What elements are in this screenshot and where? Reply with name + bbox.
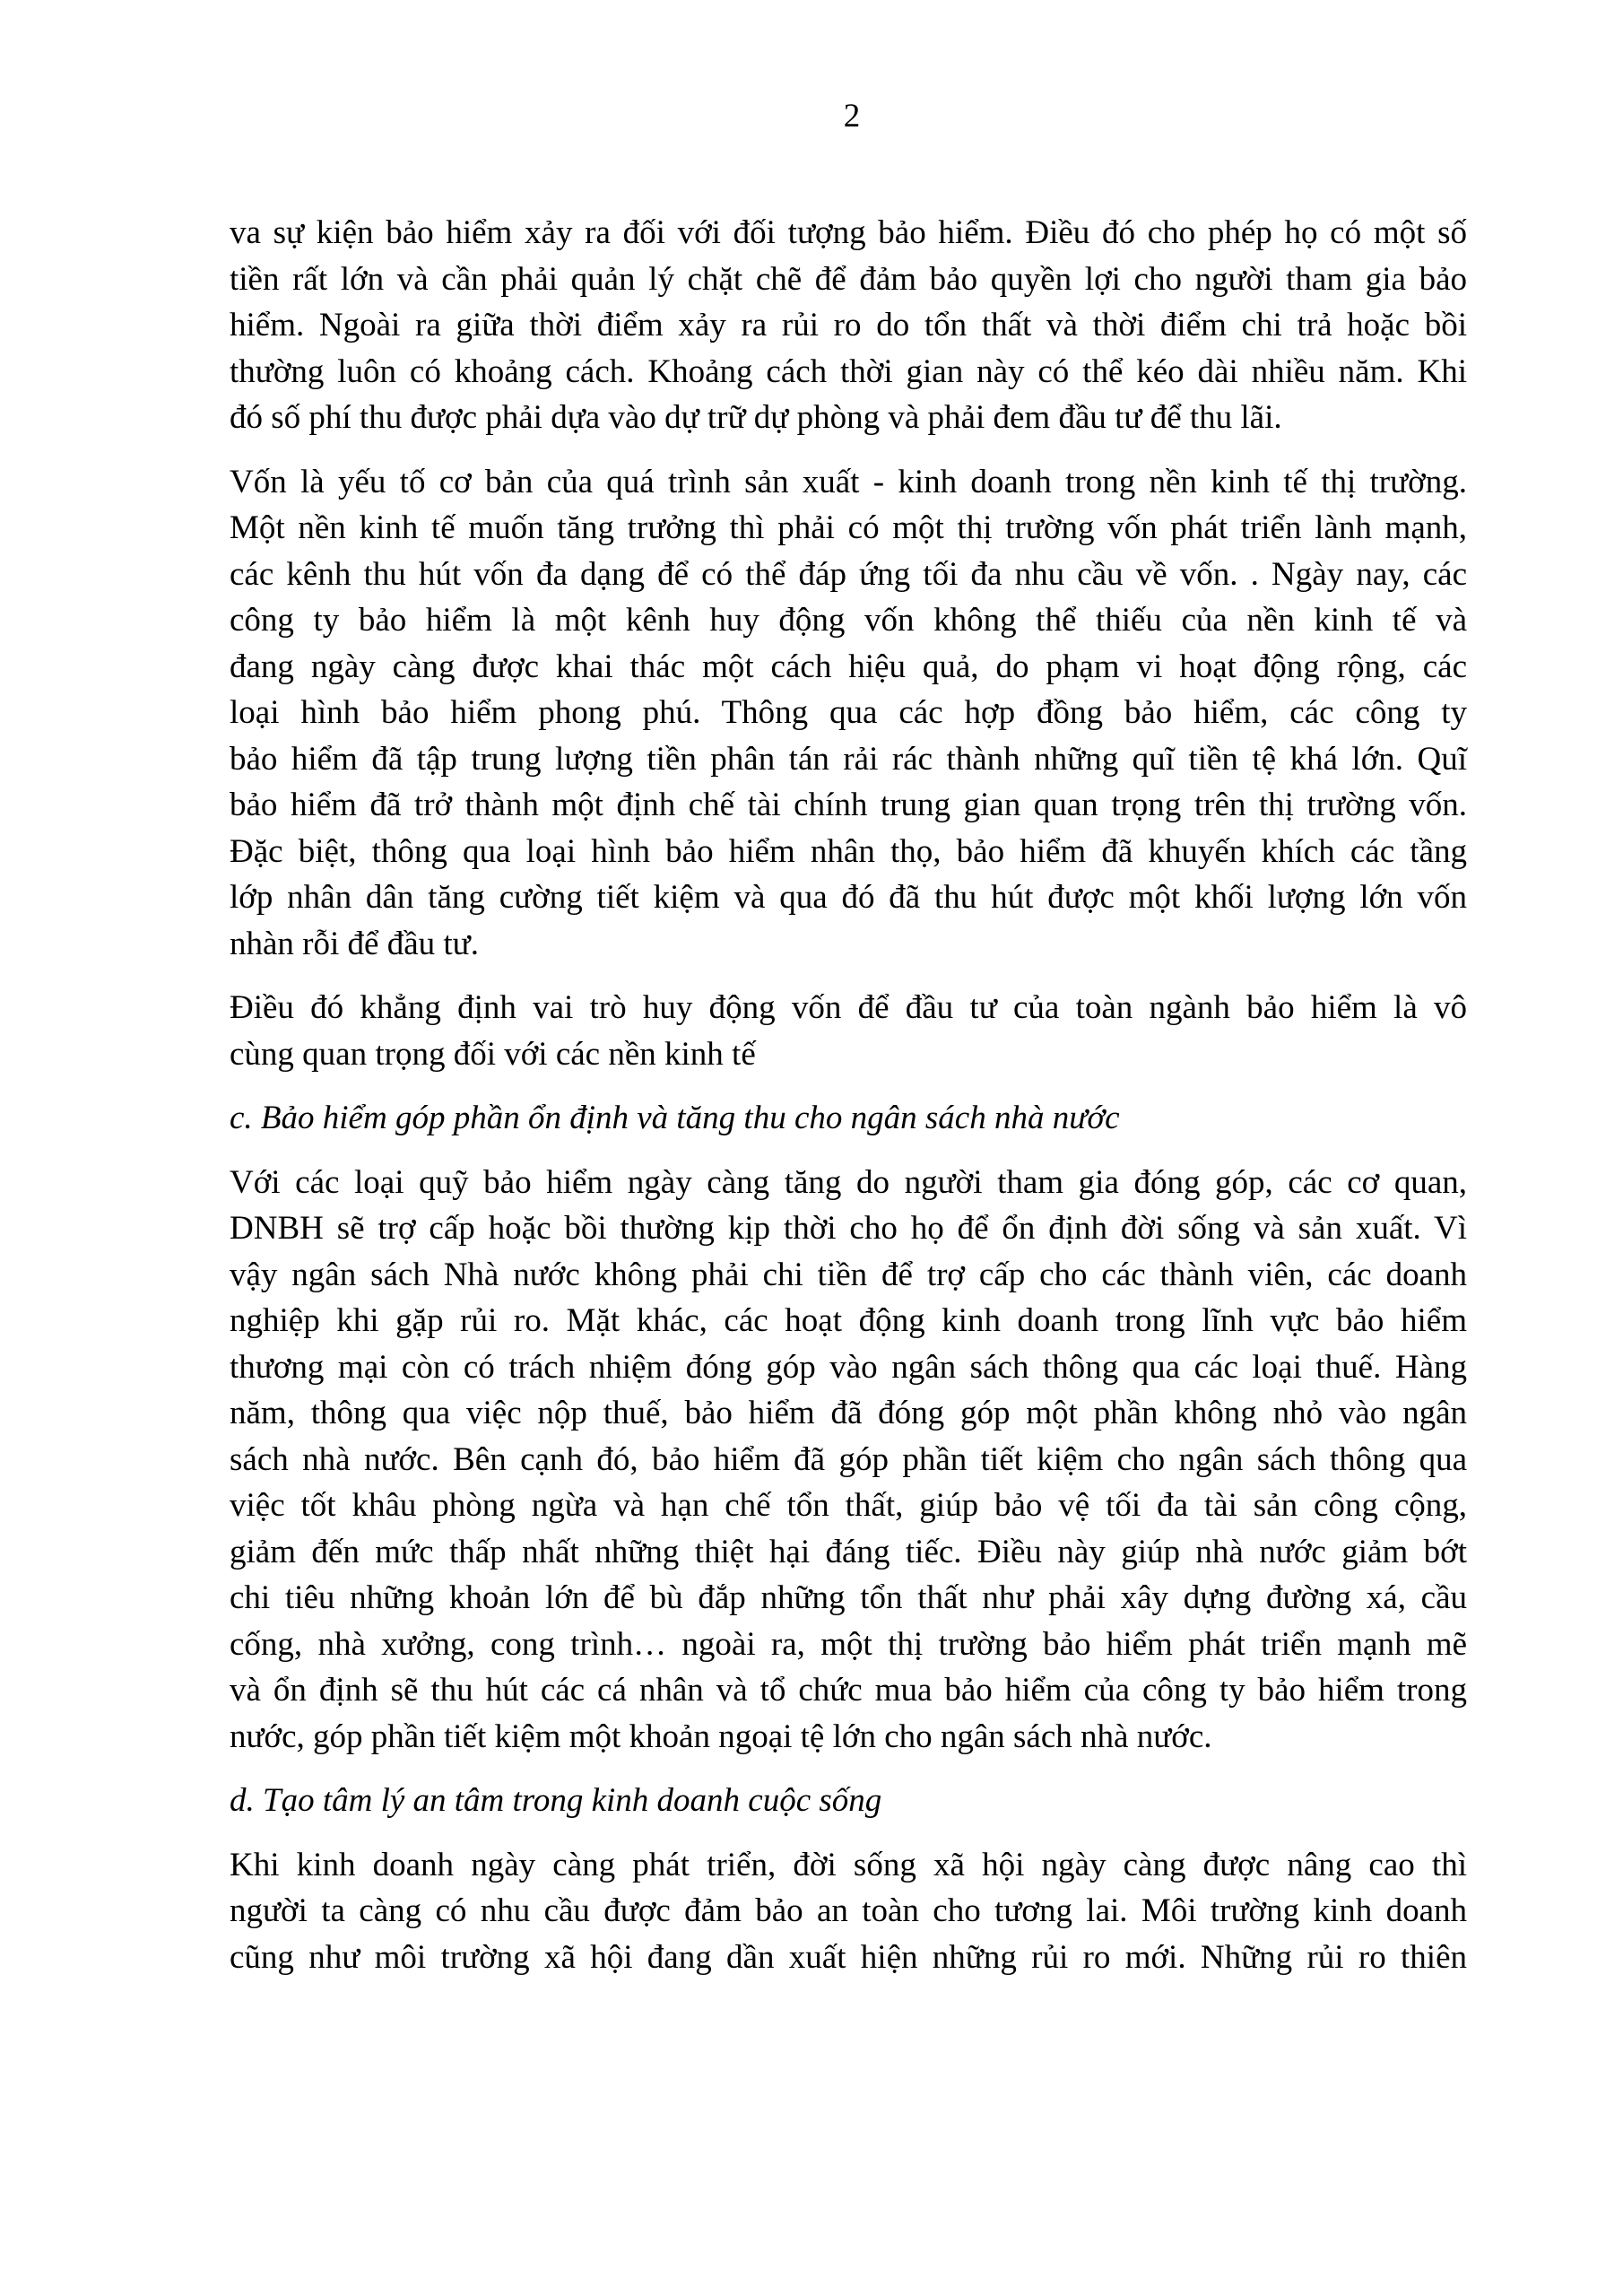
text-line: cũng như môi trường xã hội đang dần xuất hiện những rủi ro mới. Những rủi ro thiên [230,1938,1467,1976]
text-line: bảo hiểm đã trở thành một định chế tài chính trung gian quan trọng trên thị trường vốn. [230,787,1467,823]
text-line: đang ngày càng được khai thác một cách hiệu quả, do phạm vi hoạt động rộng, các [230,648,1467,685]
page-number: 2 [843,98,861,135]
text-line: DNBH sẽ trợ cấp hoặc bồi thường kịp thời cho họ để ổn định đời sống và sản xuất. Vì [230,1210,1467,1247]
text-line: Điều đó khẳng định vai trò huy động vốn để đầu tư của toàn ngành bảo hiểm là vô [230,989,1467,1026]
text-line: bảo hiểm đã tập trung lượng tiền phân tán rải rác thành những quĩ tiền tệ khá lớn. Quĩ [230,740,1467,778]
text-line: việc tốt khâu phòng ngừa và hạn chế tổn thất, giúp bảo vệ tối đa tài sản công cộng, [230,1487,1467,1524]
text-line: vậy ngân sách Nhà nước không phải chi tiền để trợ cấp cho các thành viên, các doanh [230,1256,1467,1293]
text-line: thường luôn có khoảng cách. Khoảng cách thời gian này có thể kéo dài nhiều năm. Khi [230,352,1467,390]
text-line: Vốn là yếu tố cơ bản của quá trình sản xuất - kinh doanh trong nền kinh tế thị trường. [230,463,1467,500]
section-heading-c [230,1095,1467,1142]
text-line: đó số phí thu được phải dựa vào dự trữ dự phòng và phải đem đầu tư để thu lãi. [230,399,1282,436]
paragraph-peace-of-mind [230,1842,1467,1981]
text-line: công ty bảo hiểm là một kênh huy động vốn không thể thiếu của nền kinh tế và [230,602,1467,639]
text-line: Một nền kinh tế muốn tăng trưởng thì phải có một thị trường vốn phát triển lành mạnh, [230,509,1467,546]
paragraph-state-budget [230,1160,1467,1761]
text-line: nhàn rỗi để đầu tư. [230,925,479,962]
text-line: lớp nhân dân tăng cường tiết kiệm và qua đó đã thu hút được một khối lượng lớn vốn [230,879,1467,916]
text-line: cống, nhà xưởng, cong trình… ngoài ra, một thị trường bảo hiểm phát triển mạnh mẽ [230,1625,1467,1663]
paragraph-conclusion [230,985,1467,1077]
text-line: hiểm. Ngoài ra giữa thời điểm xảy ra rủi ro do tổn thất và thời điểm chi trả hoặc bồi [230,307,1467,344]
text-line: sách nhà nước. Bên cạnh đó, bảo hiểm đã góp phần tiết kiệm cho ngân sách thông qua [230,1440,1467,1478]
text-line: nghiệp khi gặp rủi ro. Mặt khác, các hoạt động kinh doanh trong lĩnh vực bảo hiểm [230,1302,1467,1339]
text-line: và ổn định sẽ thu hút các cá nhân và tổ chức mua bảo hiểm của công ty bảo hiểm trong [230,1672,1467,1709]
text-line: giảm đến mức thấp nhất những thiệt hại đáng tiếc. Điều này giúp nhà nước giảm bớt [230,1533,1467,1570]
heading-text: c. Bảo hiểm góp phần ổn định và tăng thu cho ngân sách nhà nước [230,1100,1120,1136]
section-heading-d [230,1778,1467,1824]
text-line: năm, thông qua việc nộp thuế, bảo hiểm đã đóng góp một phần không nhỏ vào ngân [230,1395,1467,1431]
text-line: tiền rất lớn và cần phải quản lý chặt chẽ để đảm bảo quyền lợi cho người tham gia bảo [230,260,1467,298]
text-line: chi tiêu những khoản lớn để bù đắp những tổn thất như phải xây dựng đường xá, cầu [230,1579,1467,1616]
paragraph-capital-mobilization [230,459,1467,968]
text-line: loại hình bảo hiểm phong phú. Thông qua các hợp đồng bảo hiểm, các công ty [230,694,1467,731]
text-line: người ta càng có nhu cầu được đảm bảo an toàn cho tương lai. Môi trường kinh doanh [230,1892,1467,1929]
text-line: các kênh thu hút vốn đa dạng để có thể đáp ứng tối đa nhu cầu về vốn. . Ngày nay, các [230,555,1467,593]
text-line: Khi kinh doanh ngày càng phát triển, đời sống xã hội ngày càng được nâng cao thì [230,1846,1467,1883]
text-line: Đặc biệt, thông qua loại hình bảo hiểm nhân thọ, bảo hiểm đã khuyến khích các tầng [230,832,1467,870]
heading-text: d. Tạo tâm lý an tâm trong kinh doanh cuộc sống [230,1782,882,1819]
paragraph-capital-reserves [230,210,1467,441]
document-body [230,210,1467,1998]
text-line: nước, góp phần tiết kiệm một khoản ngoại tệ lớn cho ngân sách nhà nước. [230,1718,1212,1755]
text-line: va sự kiện bảo hiểm xảy ra đối với đối tượng bảo hiểm. Điều đó cho phép họ có một số [230,214,1467,251]
text-line: cùng quan trọng đối với các nền kinh tế [230,1035,756,1073]
text-line: thương mại còn có trách nhiệm đóng góp vào ngân sách thông qua các loại thuế. Hàng [230,1348,1467,1386]
text-line: Với các loại quỹ bảo hiểm ngày càng tăng do người tham gia đóng góp, các cơ quan, [230,1163,1467,1201]
